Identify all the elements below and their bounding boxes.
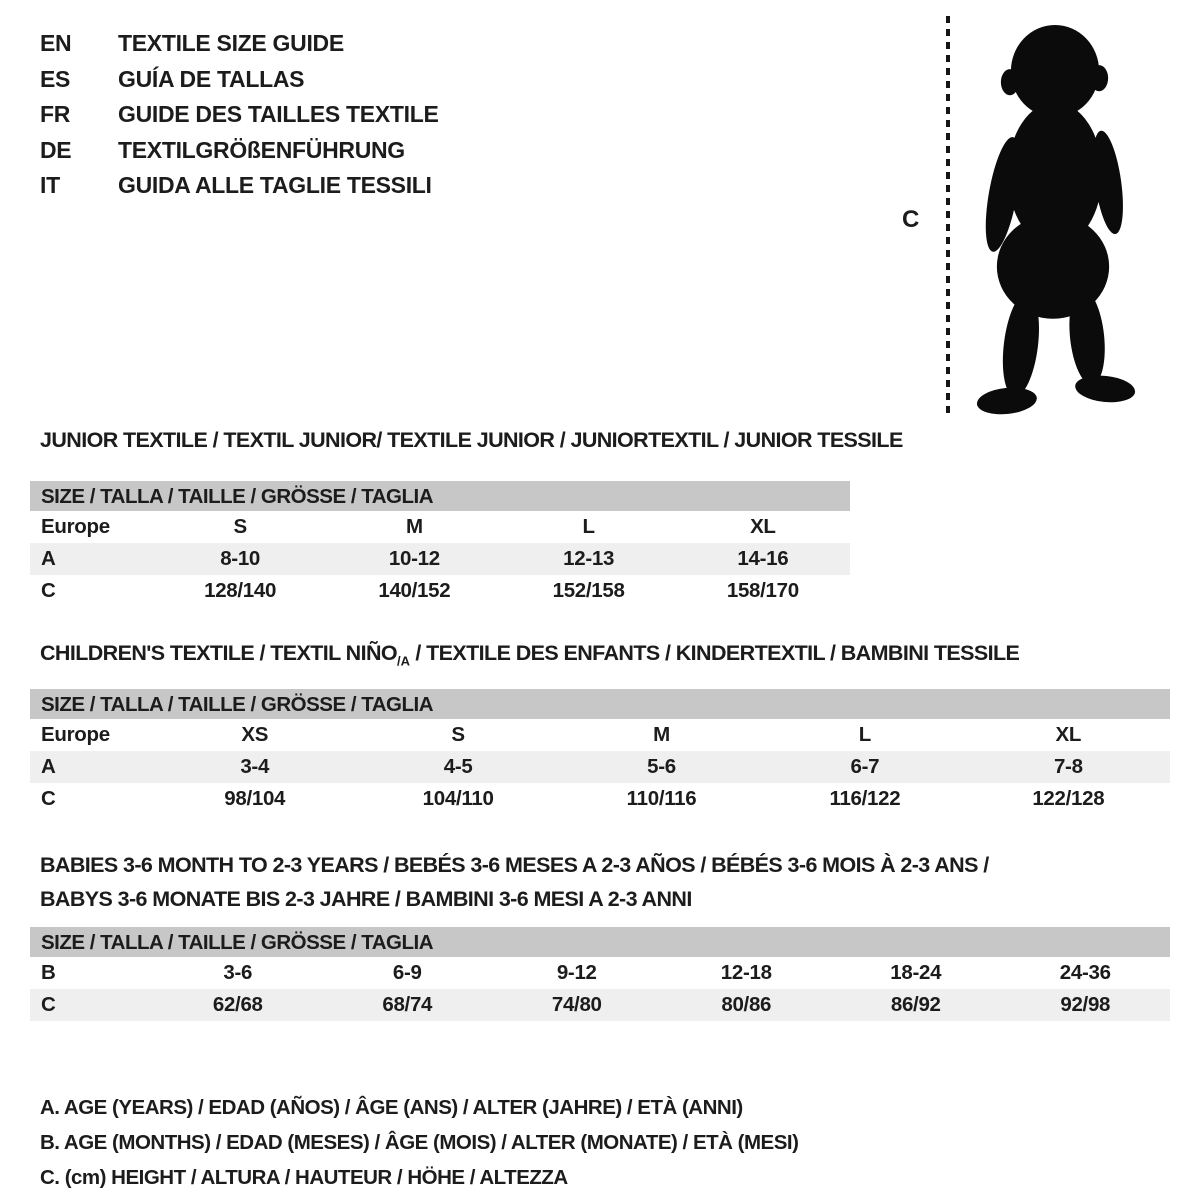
size-header-bar: SIZE / TALLA / TAILLE / GRÖSSE / TAGLIA: [30, 481, 850, 511]
height-cell: 74/80: [551, 993, 602, 1016]
size-cell: S: [233, 515, 247, 538]
row-label: A: [41, 547, 56, 570]
language-code: DE: [40, 136, 72, 163]
size-cell: L: [582, 515, 595, 538]
height-cell: 122/128: [1032, 787, 1105, 810]
legend-line-a: A. AGE (YEARS) / EDAD (AÑOS) / ÂGE (ANS) / ALTER (JAHRE) / ETÀ (ANNI): [40, 1096, 743, 1119]
language-code: FR: [40, 101, 71, 127]
children-title-post: / TEXTILE DES ENFANTS / KINDERTEXTIL / BAMBINI TESSILE: [410, 641, 1020, 665]
height-cell: 116/122: [829, 787, 901, 810]
language-title: TEXTILE SIZE GUIDE: [118, 30, 344, 56]
row-label: C: [41, 993, 56, 1016]
children-title-sub: /A: [397, 653, 411, 669]
language-code: EN: [40, 30, 72, 56]
age-cell: 8-10: [220, 547, 261, 570]
months-cell: 6-9: [392, 961, 422, 984]
row-label: B: [41, 961, 56, 984]
junior-section-title: JUNIOR TEXTILE / TEXTIL JUNIOR/ TEXTILE JUNIOR / JUNIORTEXTIL / JUNIOR TESSILE: [40, 428, 903, 452]
age-cell: 5-6: [647, 755, 676, 778]
size-header-bar: SIZE / TALLA / TAILLE / GRÖSSE / TAGLIA: [30, 927, 1170, 957]
height-cell: 152/158: [552, 579, 625, 602]
table-row-height: [30, 783, 1170, 815]
table-row-age: [30, 543, 850, 575]
height-cell: 92/98: [1060, 993, 1111, 1016]
age-cell: 7-8: [1053, 755, 1083, 778]
row-label: Europe: [41, 723, 110, 746]
height-cell: 62/68: [212, 993, 263, 1016]
babies-title-line1: BABIES 3-6 MONTH TO 2-3 YEARS / BEBÉS 3-6 MESES A 2-3 AÑOS / BÉBÉS 3-6 MOIS À 2-3 ANS /: [40, 853, 989, 877]
language-code: IT: [40, 172, 60, 198]
babies-size-table: [30, 927, 1170, 1021]
size-cell: XL: [1055, 723, 1082, 746]
months-cell: 18-24: [890, 961, 942, 984]
children-title-pre: CHILDREN'S TEXTILE / TEXTIL NIÑO: [40, 641, 398, 665]
age-cell: 12-13: [563, 547, 615, 570]
height-cell: 68/74: [382, 993, 433, 1016]
language-row: [40, 97, 439, 133]
legend-line-c: C. (cm) HEIGHT / ALTURA / HAUTEUR / HÖHE / ALTEZZA: [40, 1166, 568, 1189]
babies-title-line2: BABYS 3-6 MONATE BIS 2-3 JAHRE / BAMBINI 3-6 MESI A 2-3 ANNI: [40, 887, 692, 911]
row-label: Europe: [41, 515, 110, 538]
age-cell: 6-7: [850, 755, 880, 778]
row-label: C: [41, 579, 56, 602]
height-cell: 104/110: [422, 787, 494, 810]
height-cell: 110/116: [626, 787, 697, 810]
height-cell: 128/140: [204, 579, 277, 602]
language-list: [40, 26, 439, 204]
toddler-silhouette-icon: [966, 14, 1138, 420]
junior-size-table: [30, 481, 850, 607]
height-cell: 86/92: [890, 993, 941, 1016]
height-dashed-line: [946, 16, 950, 418]
height-cell: 98/104: [224, 787, 286, 810]
size-cell: S: [451, 723, 465, 746]
language-row: [40, 133, 439, 169]
babies-section-title: [40, 848, 989, 916]
row-label: A: [41, 755, 56, 778]
language-title: GUÍA DE TALLAS: [118, 65, 305, 92]
height-measure-label: C: [902, 206, 920, 233]
table-row-europe: [30, 719, 1170, 751]
language-row: [40, 168, 439, 204]
months-cell: 24-36: [1059, 961, 1111, 984]
children-section-title: [40, 641, 1019, 668]
size-header-bar: SIZE / TALLA / TAILLE / GRÖSSE / TAGLIA: [30, 689, 1170, 719]
language-title: TEXTILGRÖßENFÜHRUNG: [118, 136, 405, 163]
months-cell: 12-18: [720, 961, 772, 984]
height-cell: 158/170: [726, 579, 799, 602]
size-cell: XL: [750, 515, 776, 538]
size-cell: L: [858, 723, 872, 746]
table-row-months: [30, 957, 1170, 989]
language-code: ES: [40, 65, 71, 92]
language-row: [40, 26, 439, 62]
age-cell: 14-16: [737, 547, 789, 570]
height-cell: 80/86: [721, 993, 772, 1016]
children-size-table: [30, 689, 1170, 815]
legend-line-b: B. AGE (MONTHS) / EDAD (MESES) / ÂGE (MOIS) / ALTER (MONATE) / ETÀ (MESI): [40, 1131, 799, 1154]
size-cell: M: [653, 723, 670, 746]
age-cell: 4-5: [443, 755, 473, 778]
age-cell: 3-4: [240, 755, 270, 778]
legend: [40, 1090, 798, 1195]
months-cell: 3-6: [223, 961, 253, 984]
language-row: [40, 62, 439, 98]
months-cell: 9-12: [556, 961, 597, 984]
row-label: C: [41, 787, 56, 810]
size-cell: M: [405, 515, 423, 538]
size-cell: XS: [241, 723, 269, 746]
age-cell: 10-12: [388, 547, 440, 570]
height-cell: 140/152: [378, 579, 451, 602]
language-title: GUIDE DES TAILLES TEXTILE: [118, 101, 439, 127]
language-title: GUIDA ALLE TAGLIE TESSILI: [118, 172, 432, 198]
table-row-age: [30, 751, 1170, 783]
table-row-europe: [30, 511, 850, 543]
table-row-height: [30, 575, 850, 607]
table-row-height: [30, 989, 1170, 1021]
